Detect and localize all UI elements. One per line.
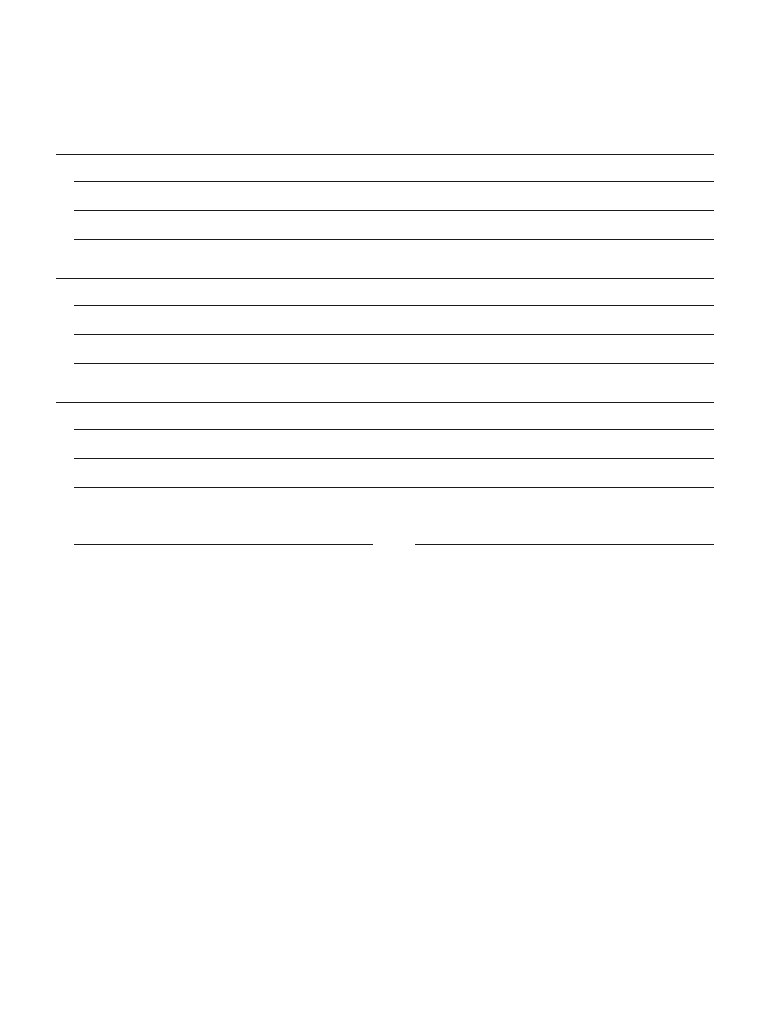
field-input-line[interactable] [74,165,714,182]
signature-row [56,528,714,557]
form-section [56,382,714,488]
field-input-line[interactable] [74,471,714,488]
field-input-line[interactable] [74,347,714,364]
section-heading [56,382,714,403]
form-field [56,318,714,335]
field-input-line[interactable] [74,413,714,430]
form-field [56,289,714,306]
field-input-line[interactable] [74,289,714,306]
form-field [56,223,714,240]
form-field [56,471,714,488]
form-section [56,258,714,364]
footer-text [56,971,714,984]
section-heading [56,134,714,155]
form-title [56,60,714,86]
signature-line[interactable] [74,528,373,545]
form-field [56,413,714,430]
date-line[interactable] [415,528,714,545]
section-heading [56,258,714,279]
form-field [56,442,714,459]
form-field [56,347,714,364]
form-field [56,165,714,182]
form-subtitle [56,94,714,110]
date-field [397,528,714,545]
field-input-line[interactable] [74,442,714,459]
field-input-line[interactable] [74,194,714,211]
signature-field [56,528,373,545]
field-input-line[interactable] [74,318,714,335]
form-field [56,194,714,211]
form-section [56,134,714,240]
field-input-line[interactable] [74,223,714,240]
